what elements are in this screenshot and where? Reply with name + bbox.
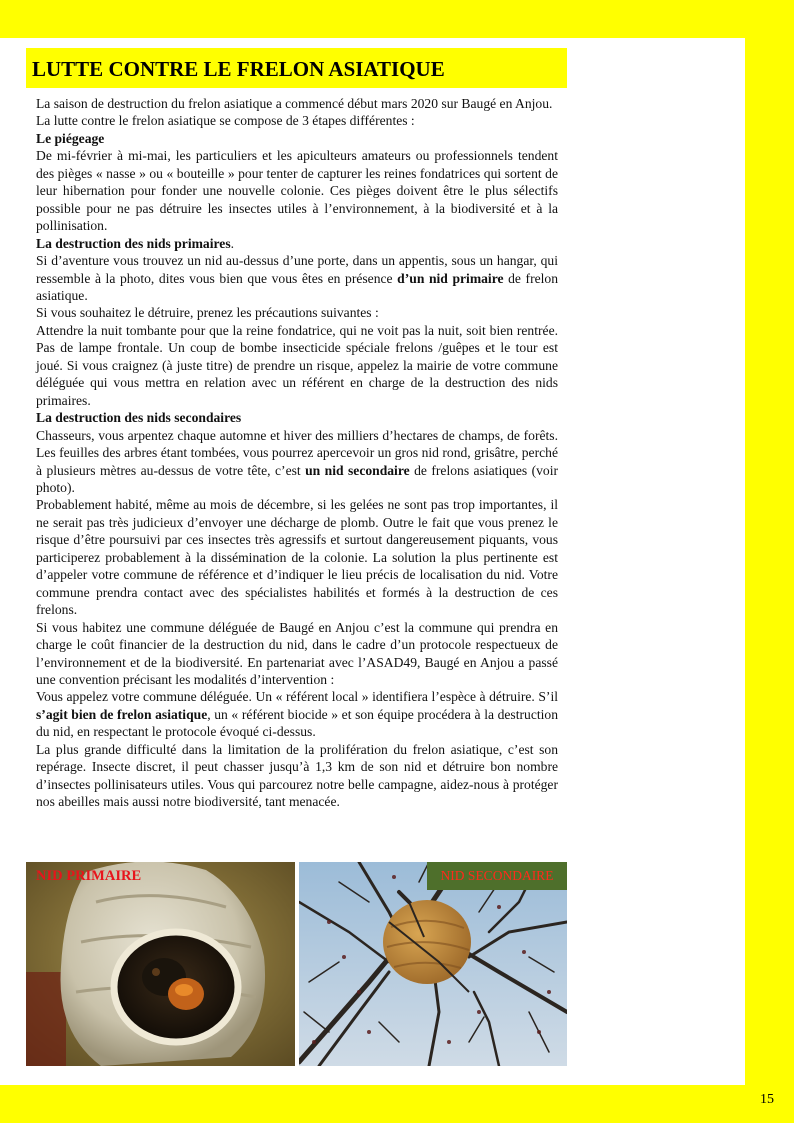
conclusion-paragraph: La plus grande difficulté dans la limitation de la prolifération du frelon asiatique, c’est son repérage. Insecte discret, il peut chasser jusqu’à 1,3 km de son nid et détruire bon nombre d’insectes pollinisateurs utiles. Vous qui parcourez notre belle campagne, aidez-nous à protéger nos abeilles mais aussi notre biodiversité, tant menacée. (36, 741, 558, 810)
risk-paragraph: Probablement habité, même au mois de décembre, si les gelées ne sont pas trop importantes, il ne serait pas très judicieux d’envoyer une décharge de plomb. Outre le fait que vous prenez le risque d’être poursuivi par ces insectes très agressifs et surtout dangereusement piquants, vous participerez probablement à la dissémination de la colonie. La solution la plus pertinente est d’appeler votre commune de référence et d’indiquer le lieu précis de localisation du nid. Votre commune prendra contact avec des spécialistes habilités et formés à la destruction de ces frelons. (36, 497, 558, 618)
secondary-nest-emphasis: un nid secondaire (305, 462, 410, 478)
procedure-text-end: , un « référent biocide » et son équipe procédera à la destruction du nid, en respectant le protocole évoqué ci-dessus. (36, 706, 558, 740)
primary-nest-illustration (26, 862, 295, 1066)
primary-nest-caption: NID PRIMAIRE (36, 868, 142, 884)
page-number: 15 (760, 1092, 774, 1107)
heading-period: . (230, 235, 235, 251)
procedure-paragraph (36, 688, 558, 740)
primary-nest-emphasis: d’un nid primaire (397, 270, 504, 286)
secondary-nest-text-start: Chasseurs, vous arpentez chaque automne et hiver des milliers d’hectares de champs, de forêts. Les feuilles des arbres étant tombées, vous pourrez apercevoir un gros nid rond, grisâtre, perché à plusieurs mètres au-dessus de votre tête, c’est (36, 427, 558, 478)
section-heading-secondary-nests: La destruction des nids secondaires (36, 410, 242, 426)
primary-nest-text-end: de frelon asiatique. (36, 270, 559, 303)
section-heading-trapping: Le piégeage (36, 130, 105, 146)
secondary-nest-paragraph (36, 427, 558, 497)
primary-nest-photo (26, 862, 295, 1066)
intro-steps: La lutte contre le frelon asiatique se compose de 3 étapes différentes : (36, 113, 415, 129)
precautions-paragraph: Attendre la nuit tombante pour que la reine fondatrice, qui ne voit pas la nuit, soit bien rentrée. Pas de lampe frontale. Un coup de bombe insecticide spéciale frelons /guêpes et le tour est joué. Si vous craignez (à juste titre) de prendre un risque, appelez la mairie de votre commune déléguée qui vous mettra en relation avec un référent en charge de la destruction des nids primaires. (36, 322, 558, 408)
convention-paragraph: Si vous habitez une commune déléguée de Baugé en Anjou c’est la commune qui prendra en charge le coût financier de la destruction du nid, dans le cadre d’un protocole respectueux de l’environnement et de la biodiversité. En partenariat avec l’ASAD49, Baugé en Anjou a passé une convention précisant les modalités d’intervention : (36, 619, 558, 687)
secondary-nest-photo (299, 862, 567, 1066)
secondary-nest-text-end: de frelons asiatiques (voir photo). (36, 462, 559, 495)
article-body (36, 95, 558, 811)
primary-nest-text-start: Si d’aventure vous trouvez un nid au-dessus d’une porte, dans un appentis, sous un hangar, qui ressemble à la photo, dites vous bien que vous êtes en présence (36, 253, 558, 286)
secondary-nest-caption: NID SECONDAIRE (427, 862, 567, 890)
precautions-intro: Si vous souhaitez le détruire, prenez les précautions suivantes : (36, 305, 379, 321)
secondary-nest-illustration (299, 862, 567, 1066)
section-heading-primary-nests-row (36, 235, 558, 252)
primary-nest-paragraph (36, 252, 558, 304)
procedure-text-start: Vous appelez votre commune déléguée. Un « référent local » identifiera l’espèce à détruire. S’il (36, 689, 558, 705)
page-title: LUTTE CONTRE LE FRELON ASIATIQUE (32, 57, 445, 81)
trapping-paragraph: De mi-février à mi-mai, les particuliers et les apiculteurs amateurs ou professionnels tendent des pièges « nasse » ou « bouteille » pour tenter de capturer les reines fondatrices qui sortent de leur hibernation pour fonder une nouvelle colonie. Ces pièges doivent être le plus sélectifs possible pour ne pas détruire les insectes utiles à l’environnement, à la biodiversité et à la pollinisation. (36, 148, 558, 234)
intro-paragraph: La saison de destruction du frelon asiatique a commencé début mars 2020 sur Baugé en Anjou. (36, 96, 553, 111)
section-heading-primary-nests: La destruction des nids primaires (36, 235, 231, 251)
title-band (26, 48, 567, 88)
procedure-emphasis: s’agit bien de frelon asiatique (36, 706, 208, 722)
